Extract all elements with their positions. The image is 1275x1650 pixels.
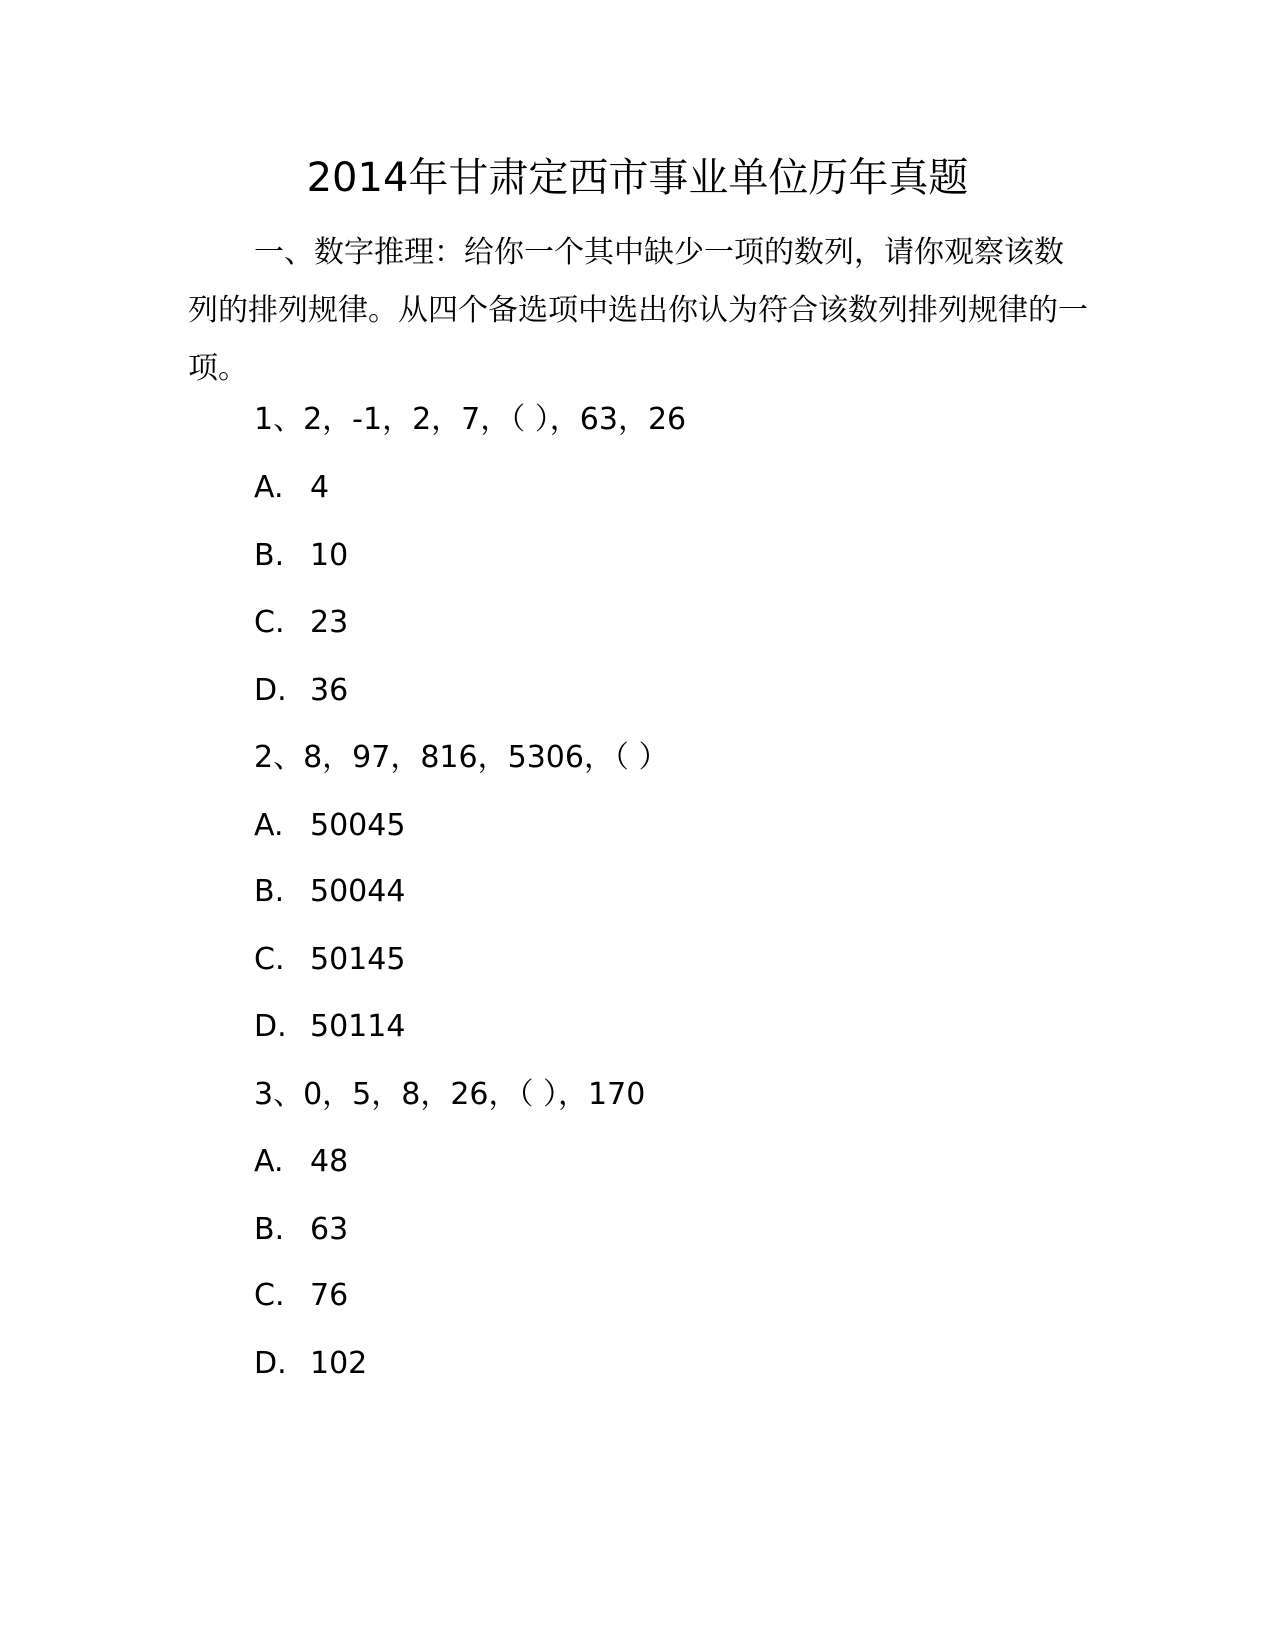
option-letter: B. (254, 874, 285, 909)
option-value: 36 (310, 673, 349, 708)
option-row (254, 940, 405, 980)
option-row (254, 872, 405, 912)
option-letter: B. (254, 538, 285, 573)
page-title: 2014年甘肃定西市事业单位历年真题 (306, 155, 969, 201)
option-letter: C. (254, 942, 285, 977)
question-stem: 2、8，97，816，5306，（ ） (254, 740, 669, 775)
option-letter: D. (254, 673, 287, 708)
option-row (254, 1344, 367, 1384)
option-row (254, 1142, 348, 1182)
option-row (254, 468, 329, 508)
option-value: 50145 (310, 942, 406, 977)
option-letter: A. (254, 470, 284, 505)
question-stem: 3、0，5，8，26，（ ），170 (254, 1077, 646, 1112)
option-row (254, 1276, 348, 1316)
option-value: 23 (310, 605, 349, 640)
option-row (254, 1007, 405, 1047)
question-stem: 1、2，-1，2，7，（ ），63，26 (254, 402, 687, 437)
option-letter: B. (254, 1212, 285, 1247)
option-letter: C. (254, 605, 285, 640)
option-value: 50044 (310, 874, 406, 909)
option-row (254, 1210, 348, 1250)
option-letter: C. (254, 1278, 285, 1313)
option-letter: D. (254, 1009, 287, 1044)
option-value: 10 (310, 538, 349, 573)
option-value: 4 (310, 470, 330, 505)
option-value: 50114 (310, 1009, 406, 1044)
option-letter: A. (254, 1144, 284, 1179)
option-letter: A. (254, 808, 284, 843)
option-value: 76 (310, 1278, 349, 1313)
option-value: 102 (310, 1346, 368, 1381)
option-letter: D. (254, 1346, 287, 1381)
option-value: 48 (310, 1144, 349, 1179)
option-value: 50045 (310, 808, 406, 843)
option-value: 63 (310, 1212, 349, 1247)
option-row (254, 536, 348, 576)
section-intro: 一、数字推理：给你一个其中缺少一项的数列，请你观察该数列的排列规律。从四个备选项中选出你认为符合该数列排列规律的一项。 (188, 235, 1088, 386)
option-row (254, 603, 348, 643)
option-row (254, 671, 348, 711)
option-row (254, 806, 405, 846)
